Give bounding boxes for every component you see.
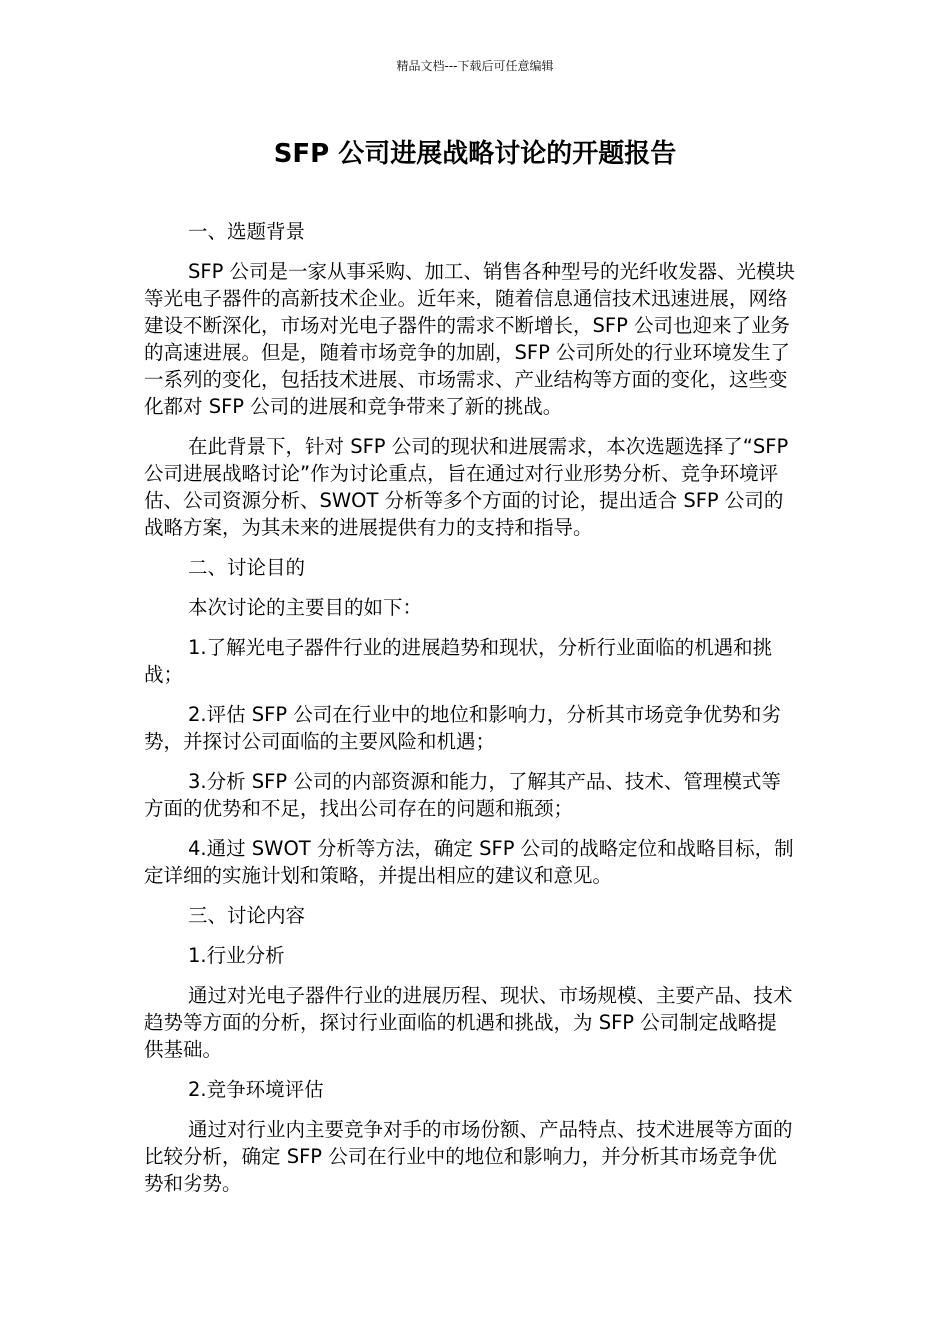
purpose-item-3: 3.分析 SFP 公司的内部资源和能力，了解其产品、技术、管理模式等方面的优势和不足，找出公司存在的问题和瓶颈； bbox=[144, 770, 781, 820]
subsection-heading-industry: 1.行业分析 bbox=[188, 944, 285, 967]
paragraph-purpose-intro: 本次讨论的主要目的如下： bbox=[188, 596, 423, 619]
purpose-item-1: 1.了解光电子器件行业的进展趋势和现状，分析行业面临的机遇和挑战； bbox=[144, 636, 773, 686]
subsection-heading-competition: 2.竞争环境评估 bbox=[188, 1078, 324, 1101]
document-body bbox=[144, 218, 796, 1210]
purpose-item-4: 4.通过 SWOT 分析等方法，确定 SFP 公司的战略定位和战略目标，制定详细的实施计划和策略，并提出相应的建议和意见。 bbox=[144, 837, 794, 887]
paragraph-company-intro: SFP 公司是一家从事采购、加工、销售各种型号的光纤收发器、光模块等光电子器件的高新技术企业。近年来，随着信息通信技术迅速进展，网络建设不断深化，市场对光电子器件的需求不断增长，SFP 公司也迎来了业务的高速进展。但是，随着市场竞争的加剧，SFP 公司所处的行业环境发生了一系列的变化，包括技术进展、市场需求、产业结构等方面的变化，这些变化都对 SFP 公司的进展和竞争带来了新的挑战。 bbox=[144, 260, 796, 418]
paragraph-topic-choice: 在此背景下，针对 SFP 公司的现状和进展需求，本次选题选择了“SFP 公司进展战略讨论”作为讨论重点，旨在通过对行业形势分析、竞争环境评估、公司资源分析、SWOT 分析等多个方面的讨论，提出适合 SFP 公司的战略方案，为其未来的进展提供有力的支持和指导。 bbox=[144, 435, 789, 539]
purpose-item-2: 2.评估 SFP 公司在行业中的地位和影响力，分析其市场竞争优势和劣势，并探讨公司面临的主要风险和机遇； bbox=[144, 703, 781, 753]
paragraph-competition-analysis: 通过对行业内主要竞争对手的市场份额、产品特点、技术进展等方面的比较分析，确定 SFP 公司在行业中的地位和影响力，并分析其市场竞争优势和劣势。 bbox=[144, 1118, 793, 1195]
document-title: SFP 公司进展战略讨论的开题报告 bbox=[273, 139, 677, 169]
page-header-note: 精品文档---下载后可任意编辑 bbox=[396, 59, 554, 73]
paragraph-industry-analysis: 通过对光电子器件行业的进展历程、现状、市场规模、主要产品、技术趋势等方面的分析，探讨行业面临的机遇和挑战，为 SFP 公司制定战略提供基础。 bbox=[144, 984, 793, 1061]
section-heading-content: 三、讨论内容 bbox=[188, 904, 306, 927]
section-heading-purpose: 二、讨论目的 bbox=[188, 556, 306, 579]
section-heading-background: 一、选题背景 bbox=[188, 220, 306, 243]
